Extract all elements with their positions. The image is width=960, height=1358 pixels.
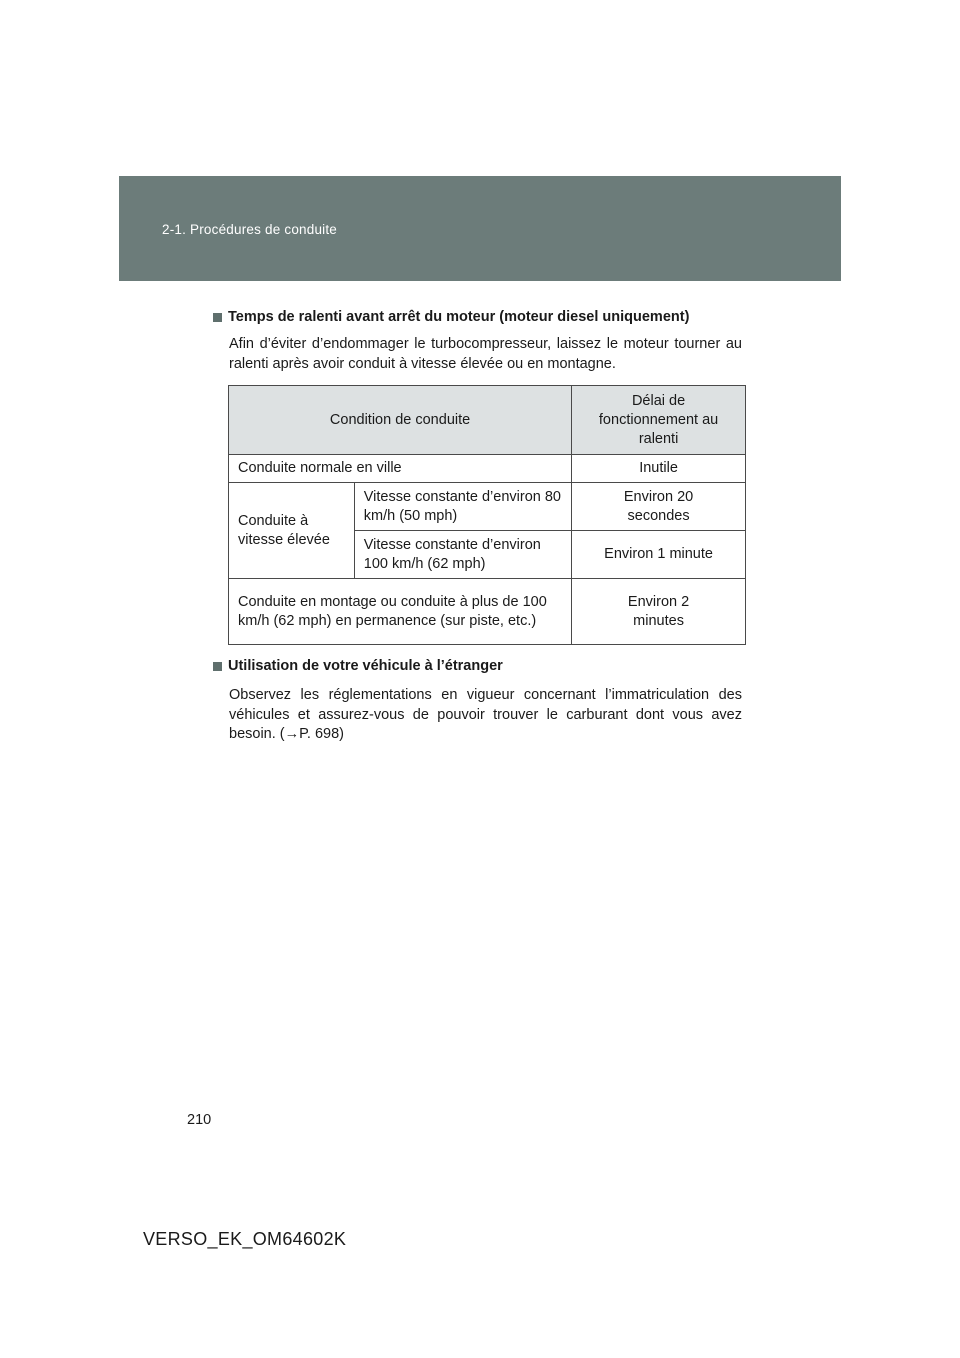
idle-time-paragraph: Afin d’éviter d’endommager le turbocompresseur, laissez le moteur tourner au ralenti après avoir conduit à vitesse élevée ou en montagne.	[229, 336, 742, 372]
cell-sub-condition: Vitesse constante d’environ 80 km/h (50 mph)	[354, 483, 571, 531]
section-heading-idle-time	[213, 309, 689, 325]
header-band	[119, 176, 841, 281]
section-title: 2-1. Procédures de conduite	[162, 222, 338, 237]
table-row	[229, 455, 746, 483]
heading-text: Utilisation de votre véhicule à l’étranger	[228, 658, 503, 674]
square-bullet-icon	[213, 313, 222, 322]
table-header-row	[229, 386, 746, 455]
cell-condition: Conduite normale en ville	[229, 455, 572, 483]
column-header-idle-time: Délai de fonctionnement au ralenti	[572, 386, 746, 455]
document-code: VERSO_EK_OM64602K	[143, 1229, 347, 1249]
cell-high-speed-label: Conduite à vitesse élevée	[229, 483, 355, 579]
square-bullet-icon	[213, 662, 222, 671]
cell-idle-time: Environ 2 minutes	[572, 579, 746, 645]
abroad-paragraph: Observez les réglementations en vigueur concernant l’immatriculation des véhicules et assurez-vous de pouvoir trouver le carburant dont vous avez besoin. (→P. 698)	[229, 687, 742, 742]
column-header-condition: Condition de conduite	[229, 386, 572, 455]
cell-sub-condition: Vitesse constante d’environ 100 km/h (62 mph)	[354, 531, 571, 579]
section-heading-abroad	[213, 658, 503, 674]
heading-text: Temps de ralenti avant arrêt du moteur (moteur diesel uniquement)	[228, 309, 690, 325]
table-row	[229, 483, 746, 531]
table-row	[229, 579, 746, 645]
cell-idle-time: Environ 1 minute	[572, 531, 746, 579]
cell-condition: Conduite en montage ou conduite à plus de 100 km/h (62 mph) en permanence (sur piste, etc.)	[229, 579, 572, 645]
idle-time-table	[228, 385, 746, 645]
cell-idle-time: Environ 20 secondes	[572, 483, 746, 531]
cell-idle-time: Inutile	[572, 455, 746, 483]
page-number: 210	[187, 1112, 212, 1128]
